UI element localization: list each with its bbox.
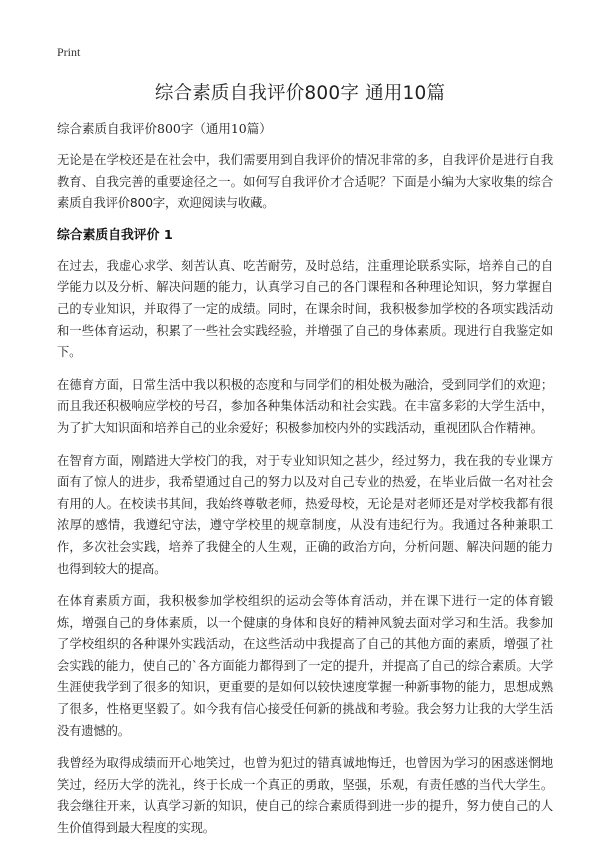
body-paragraph: 在过去，我虚心求学、刻苦认真、吃苦耐劳，及时总结，注重理论联系实际，培养自己的自学能力以及分析、解决问题的能力，认真学习自己的各门课程和各种理论知识，努力掌握自己的专业知识，并取得了一定的成绩。同时，在课余时间，我积极参加学校的各项实践活动和一些体育运动，积累了一些社会实践经验，并增强了自己的身体素质。现进行自我鉴定如下。 — [57, 258, 553, 360]
body-paragraph: 在智育方面，刚踏进大学校门的我，对于专业知识知之甚少，经过努力，我在我的专业课方面有了惊人的进步，我希望通过自己的努力以及对自己专业的热爱，在毕业后做一名对社会有用的人。在校读书其间，我始终尊敬老师，热爱母校，无论是对老师还是对学校我都有很浓厚的感情，我遵纪守法，遵守学校里的规章制度，从没有违纪行为。我通过各种兼职工作，多次社会实践，培养了我健全的人生观，正确的政治方向，分析问题、解决问题的能力也得到较大的提高。 — [57, 453, 553, 576]
body-paragraph: 在德育方面，日常生活中我以积极的态度和与同学们的相处极为融洽，受到同学们的欢迎；而且我还积极响应学校的号召，参加各种集体活动和社会实践。在丰富多彩的大学生活中，为了扩大知识面和培养自己的业余爱好；积极参加校内外的实践活动，重视团队合作精神。 — [57, 377, 553, 435]
intro-paragraph: 无论是在学校还是在社会中，我们需要用到自我评价的情况非常的多，自我评价是进行自我教育、自我完善的重要途径之一。如何写自我评价才合适呢？下面是小编为大家收集的综合素质自我评价800字，欢迎阅读与收藏。 — [57, 153, 553, 211]
section-heading: 综合素质自我评价 1 — [57, 227, 173, 243]
body-paragraph: 我曾经为取得成绩而开心地笑过，也曾为犯过的错真诚地悔迁，也曾因为学习的困惑迷惘地笑过，经历大学的洗礼，终于长成一个真正的勇敢，坚强，乐观，有责任感的当代大学生。我会继往开来，认真学习新的知识，使自己的综合素质得到进一步的提升，努力使自己的人生价值得到最大程度的实现。 — [57, 756, 553, 836]
document-body — [57, 120, 553, 851]
body-paragraph: 在体育素质方面，我积极参加学校组织的运动会等体育活动，并在课下进行一定的体育锻炼，增强自己的身体素质，以一个健康的身体和良好的精神风貌去面对学习和生活。我参加了学校组织的各种课外实践活动，在这些活动中我提高了自己的其他方面的素质，增强了社会实践的能力，使自己的`各方面能力都得到了一定的提升，并提高了自己的综合素质。大学生涯使我学到了很多的知识，更重要的是如何以较快速度掌握一种新事物的能力，思想成熟了很多，性格更坚毅了。如今我有信心接受任何新的挑战和考验。我会努力让我的大学生活没有遗憾的。 — [57, 594, 553, 738]
document-title: 综合素质自我评价800字 通用10篇 — [154, 83, 446, 104]
document-subtitle: 综合素质自我评价800字（通用10篇） — [57, 121, 272, 136]
print-link[interactable]: Print — [57, 45, 81, 59]
